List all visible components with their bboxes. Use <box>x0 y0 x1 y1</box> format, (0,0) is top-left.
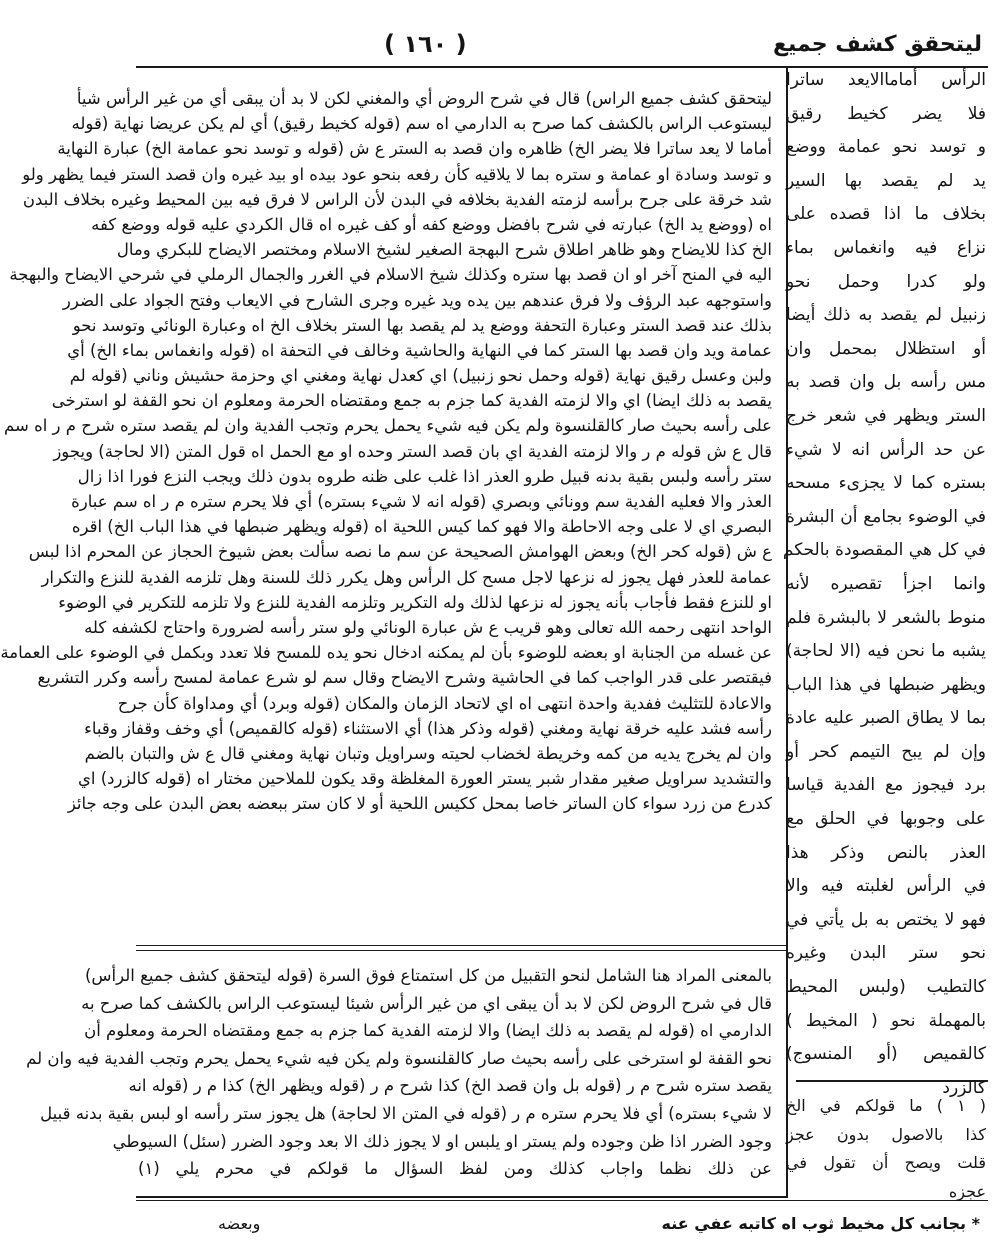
footer-catchword: وبعضه <box>218 1214 261 1233</box>
footer-note: * بجانب كل مخيط ثوب اه كاتبه عفي عنه <box>661 1214 980 1233</box>
main-line: بذلك عند قصد الستر وعبارة التحفة ووضع يد لم يقصد بها الستر بخلاف الخ اه وعبارة الونائي وتوسد نحو <box>72 315 772 335</box>
main-line: أماما لا يعد ساترا فلا يضر الخ) ظاهره وان قصد به الستر ع ش (قوله و توسد نحو عمامة الخ) عبارة النهاية <box>57 139 772 159</box>
page-number: ( ١٦٠ ) <box>384 30 467 58</box>
margin-line: بخلاف ما اذا قصده على <box>786 204 986 225</box>
main-line: الواحد انتهى رحمه الله تعالى وهو قريب ع ش عبارة الونائي ولو ستر رأسه لضرورة واحتاج لكشفه كله <box>84 617 772 637</box>
margin-line: وانما اجزأ تقصيره لأنه <box>786 573 986 594</box>
main-line: و توسد وسادة او عمامة و ستره بما لا يلاقيه كأن رفعه بنحو عود بيده او بيد غيره وان قصد الستر فيما يظهر ولو <box>22 164 772 184</box>
main-line <box>138 816 772 841</box>
main-line: او للنزع فقط فأجاب بأنه يجوز له نزعها لذلك وله التكرير وتلزمه الفدية للنزع ولا تلزمه للتكرير في الوضوء <box>58 592 772 612</box>
margin-line: فهو لا يختص به بل يأتي في <box>786 909 986 930</box>
margin-line: في الوضوء بجامع أن البشرة <box>786 506 986 527</box>
margin-line: عن حد الرأس انه لا شيء <box>786 439 986 460</box>
main-line: العذر والا فعليه الفدية سم وونائي وبصري (قوله انه لا شيء بستره) أي فلا يحرم ستره م ر اه سم عبارة <box>71 492 772 511</box>
margin-line: يد لم يقصد بها السير <box>786 170 986 191</box>
secondary-line: وجود الضرر اذا ظن وجوده ولم يستر او يلبس او لا يجوز ذلك الا بعد وجود الضرر (سئل) السيوطي <box>112 1131 772 1151</box>
main-line: كدرع من زرد سواء كان الساتر خاصا بمحل ككيس اللحية أو لا كان ستر ببعضه بعض البدن على وجه جائز <box>67 794 772 814</box>
secondary-line: الدارمي اه (قوله لم يقصد به ذلك ايضا) والا لزمته الفدية كما جزم به جمع ومقتضاه الحرمة ومعلوم أن <box>84 1021 772 1041</box>
main-line: عمامة ويد وان قصد بها الستر كما في النهاية والحاشية وخالف في التحفة اه (قوله وانغماس بماء الخ) أي <box>67 340 772 360</box>
main-line <box>138 917 772 942</box>
secondary-commentary-column <box>26 962 772 1183</box>
main-line: رأسه فشد عليه خرقة نهاية ومغني (قوله وذكر هذا) أي الاستثناء (قوله كالقميص) أي وخف وقفاز وقباء <box>84 718 772 738</box>
secondary-line: نحو القفة لو استرخى على رأسه بحيث صار كالقلنسوة ولم يكن فيه شيء يحمل يحرم وتجب الفدية فيه وان لم <box>26 1048 772 1068</box>
margin-line: ولو كدرا وحمل نحو <box>786 271 986 292</box>
main-line: يقصد به ذلك ايضا) اي والا لزمته الفدية كما جزم به جمع ومقتضاه الحرمة ومعلوم ان نحو القفة لو استرخى <box>51 391 772 411</box>
secondary-line: عن ذلك نظما واجاب كذلك ومن لفظ السؤال ما قولكم في محرم يلي (١) <box>138 1159 772 1179</box>
main-line: عمامة للعذر فهل يجوز له نزعها لاجل مسح كل الرأس وهل يكرر ذلك للسنة وهل تلزمه الفدية للنزع والتكرار <box>41 567 772 587</box>
footnote-line: عجزه <box>948 1181 986 1201</box>
margin-line: العذر بالنص وذكر هذا <box>786 842 986 863</box>
secondary-line: يقصد ستره شرح م ر (قوله بل وان قصد الخ) كذا شرح م ر (قوله ويظهر الخ) كذا م ر (قوله انه <box>128 1076 772 1096</box>
main-line: ليستوعب الراس بالكشف كما صرح به الدارمي اه سم (قوله كخيط رقيق) أي لم يكن عريضا نهاية (قوله <box>71 114 772 134</box>
margin-line: نحو ستر البدن وغيره <box>786 943 986 964</box>
commentary-rule-b <box>136 950 788 951</box>
margin-line: الرأس أماماالايعد ساترا <box>786 70 986 90</box>
main-line <box>138 842 772 867</box>
margin-line: أو استظلال بمحمل وان <box>786 338 986 359</box>
page-header <box>136 28 982 68</box>
header-catchword: ليتحقق كشف جميع <box>772 32 982 57</box>
main-line: اه (ووضع يد الخ) عبارته في شرح بافضل ووضع كفه أو كف غيره اه قال الكردي عليه قوله ووضع كفه <box>91 214 772 234</box>
margin-line: في كل هي المقصودة بالحكم <box>782 540 986 561</box>
main-line: اليه في المنح آخر او ان قصد بها ستره وكذلك شيخ الاسلام في الغرر والجمال الرملي في شرحي الايضاح والبهجة <box>9 265 772 285</box>
margin-line: برد فيجوز مع الفدية قياسا <box>786 775 986 796</box>
secondary-line: لا شيء بستره) أي فلا يحرم ستره م ر (قوله في المتن الا لحاجة) هل يجوز ستر رأسه او لبس بقية بدنه قبيل <box>40 1103 772 1123</box>
margin-line: نزاع فيه وانغماس بماء <box>786 237 986 258</box>
margin-line: بالمهملة نحو ( المخيط ) <box>786 1010 986 1031</box>
margin-line: الستر ويظهر في شعر خرج <box>786 405 986 426</box>
footnote-line: ( ١ ) ما قولكم في الخ <box>786 1096 986 1115</box>
margin-matn-column <box>782 64 986 1105</box>
margin-line: بما لا يطاق الصبر عليه عادة <box>786 708 986 729</box>
footnote-line: كذا بالاصول بدون عجز <box>786 1124 986 1144</box>
main-line: ولبن وعسل رقيق نهاية (قوله وحمل نحو زنبيل) اي كعدل نهاية ومغني اي وحزمة حشيش وناني (قوله لم <box>69 366 772 386</box>
main-line <box>138 867 772 892</box>
main-line: البصري اي لا على وجه الاحاطة والا فهو كما كيس اللحية اه (قوله ويظهر ضبطها في هذا الباب الخ) اقره <box>71 517 772 537</box>
main-line: والاعادة للتثليث ففدية واحدة انتهى اه اي لاتحاد الزمان والمكان (قوله وبرد) أي ومداواة كأن جرح <box>117 693 772 713</box>
margin-line: كالتطيب (ولبس المحيط <box>786 977 986 998</box>
main-line: وان لم يخرج يديه من كمه وخريطة لخضاب لحيته وسراويل وتبان نهاية ومغني قال ع ش والتبان بالضم <box>84 743 772 763</box>
main-commentary-column <box>0 86 772 942</box>
main-line: ستر رأسه ولبس بقية بدنه قبيل طرو العذر اذا غلب على ظنه طروه بدون ذلك ويجب النزع فورا اذا زال <box>77 466 772 486</box>
margin-line: فلا يضر كخيط رقيق <box>786 103 986 124</box>
margin-line: كالزرد <box>942 1077 986 1098</box>
main-line: واستوجهه عبد الرؤف ولا فرق عندهم بين يده ويد غيره وجرى الشارح في الايعاب وفتح الجواد على الضرر <box>62 290 772 310</box>
main-line: عن غسله من الجنابة او بعضه للوضوء بأن لم يمكنه ادخال نحو يده للمسح فلا تعدد وبكمل في الوضوء على العمامة <box>0 643 772 663</box>
secondary-line: قال في شرح الروض لكن لا بد أن يبقى اي من غير الرأس شيئا ليستوعب الراس بالكشف كما صرح به <box>81 993 772 1013</box>
margin-line: بستره كما لا يجزىء مسحه <box>786 473 986 494</box>
main-line <box>138 892 772 917</box>
margin-line: منوط بالشعر لا بالبشرة فلم <box>786 607 986 628</box>
main-line: قال ع ش قوله م ر والا لزمته الفدية اي بان قصد الستر وحده او مع الحمل اه قول المتن (الا لحاجة) ويجوز <box>53 441 772 461</box>
margin-line: كالقميص (أو المنسوج) <box>786 1044 986 1065</box>
main-line: على رأسه بحيث صار كالقلنسوة ولم يكن فيه شيء يحمل يحرم وتجب الفدية وان لم يقصد ستره شرح م ر اه سم <box>4 416 772 436</box>
margin-line: في الرأس لغلبته فيه والا <box>786 876 986 897</box>
margin-line: زنبيل لم يقصد به ذلك أيضا <box>786 305 986 326</box>
margin-line: وإن لم يبح التيمم كحر أو <box>786 741 986 762</box>
margin-line: على وجوبها في الحلق مع <box>786 809 986 830</box>
margin-line: و توسد نحو عمامة ووضع <box>786 137 986 158</box>
margin-line: مس رأسه بل وان قصد به <box>786 372 986 393</box>
commentary-rule-a <box>136 945 788 946</box>
secondary-line: بالمعنى المراد هنا الشامل لنحو التقبيل من كل استمتاع فوق السرة (قوله ليتحقق كشف جميع الرأس) <box>84 966 772 985</box>
margin-line: ويظهر ضبطها في هذا الباب <box>786 674 986 695</box>
main-line: شد خرقة على جرح برأسه لزمته الفدية بخلافه في البدن لأن الراس لا فرق فيه بين المحيط وغيره بخلاف البدن <box>22 189 772 209</box>
main-line: فيقتصر على قدر الواجب كما في الحاشية وشرح الايضاح وقال سم لو شرع عمامة لمسح رأسه وكرر التشريع <box>37 668 772 688</box>
main-line: ع ش (قوله كحر الخ) وبعض الهوامش الصحيحة عن سم ما نصه سألت بعض شيوخ الحجاز عن المحرم اذا لبس <box>28 542 772 562</box>
footnote-column <box>786 1092 986 1206</box>
page-footer <box>138 1214 980 1244</box>
main-line: والتشديد سراويل صغير مقدار شبر يستر العورة المغلظة وقد يكون للملاحين مختار اه (قوله كالزرد) اي <box>77 769 772 789</box>
footnote-line: قلت ويصح أن تقول في <box>786 1153 986 1172</box>
margin-line: يشبه ما نحن فيه (الا لحاجة) <box>786 641 986 662</box>
main-line: الخ كذا للايضاح وهو ظاهر اطلاق شرح البهجة الصغير لشيخ الاسلام ومختصر الايضاح للبكري ومال <box>116 240 772 260</box>
main-line: ليتحقق كشف جميع الراس) قال في شرح الروض أي والمغني لكن لا بد أن يبقى أي من غير الرأس شيأ <box>76 89 772 108</box>
main-bottom-rule <box>136 1196 788 1198</box>
